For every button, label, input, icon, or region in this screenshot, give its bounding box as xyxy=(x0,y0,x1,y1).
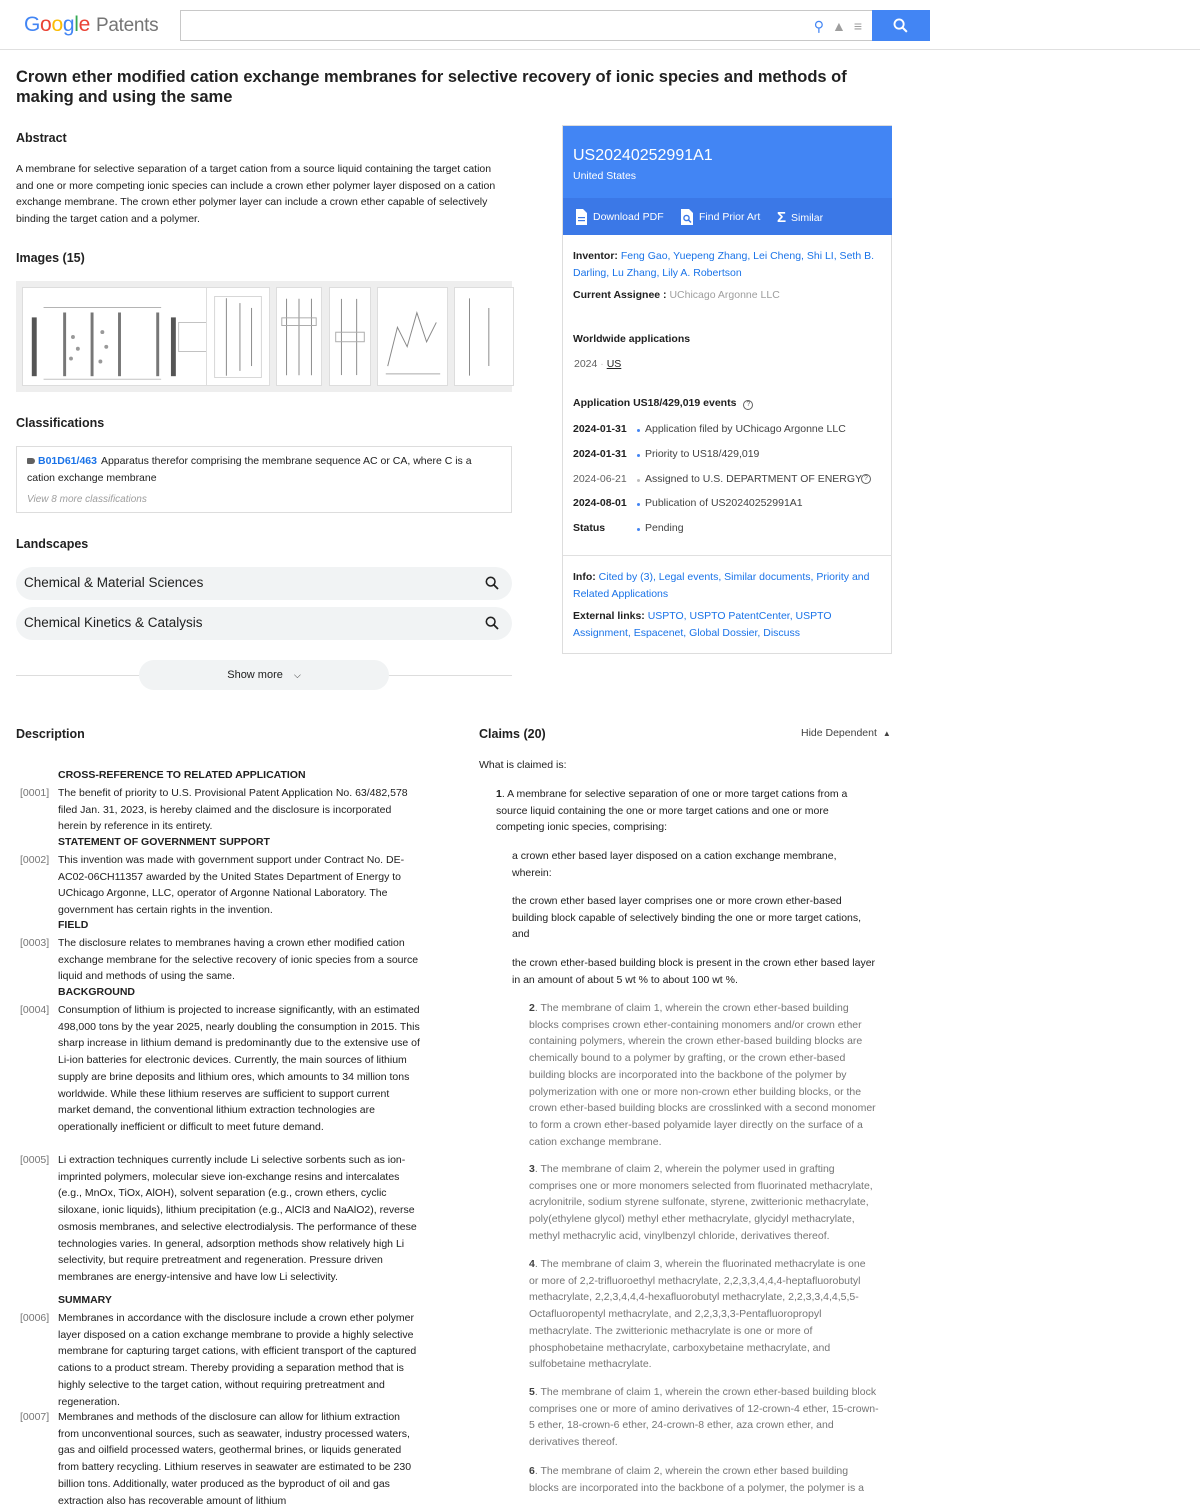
event-date: 2024-08-01 xyxy=(573,497,627,509)
claim-text: The membrane of claim 3, wherein the fluorinated methacrylate is one or more of 2,2-trifluoroethyl methacrylate, 2,2,3,3,4,4,4-heptafluorobutyl methacrylate, 2,2,3,4,4,4-hexafluorobutyl methacrylate, 2,2,3,3,4,4,5,5-Octafluoropentyl methacrylate, and 2,2,3,3,3-Pentafluoropropyl methacrylate. The zwitterionic methacrylate is one or more of phosphobetaine methacrylate, carboxybetaine methacrylate, and sulfobetaine methacrylate. xyxy=(529,1258,866,1371)
country: United States xyxy=(573,170,637,182)
events-heading xyxy=(573,395,883,412)
paragraph-number: [0007] xyxy=(20,1411,50,1423)
info-label: Info: xyxy=(573,571,596,583)
patent-image-thumbnail[interactable] xyxy=(329,287,371,386)
paragraph-number: [0001] xyxy=(20,787,50,799)
hide-dependent-toggle[interactable] xyxy=(801,727,891,739)
claim-1-element: a crown ether based layer disposed on a cation exchange membrane, wherein: xyxy=(512,850,837,879)
paragraph-text: The benefit of priority to U.S. Provisional Patent Application No. 63/482,578 filed Jan. 31, 2023, is hereby claimed and the disclosure is incorporated herein by reference in its entirety. xyxy=(58,787,408,833)
inventor-links[interactable]: Feng Gao, Yuepeng Zhang, Lei Cheng, Shi LI, Seth B. Darling, Lu Zhang, Lily A. Robertson xyxy=(573,250,874,279)
landscape-label: Chemical & Material Sciences xyxy=(24,575,204,590)
patent-image-thumbnail[interactable] xyxy=(377,287,448,386)
paragraph-text: Membranes in accordance with the disclosure include a crown ether polymer layer disposed on a cation exchange membrane to provide a highly selective membrane for capturing target cations, with efficient transport of the captured cations to a product stream. Thereby providing a separation method that is highly selective to the target cation, without requiring pretreatment and regeneration. xyxy=(58,1312,417,1408)
worldwide-applications-label xyxy=(573,331,883,348)
section-heading: CROSS-REFERENCE TO RELATED APPLICATION xyxy=(58,769,306,781)
assignee-label: Current Assignee : xyxy=(573,289,667,301)
publication-number: US20240252991A1 xyxy=(573,147,713,164)
dependent-claim: 5. The membrane of claim 1, wherein the crown ether-based building block comprises one or more of amino derivatives of 12-crown-4 ether, 15-crown-5 ether, 18-crown-6 ether, 24-crown-8 ether, aza crown ether, and derivatives thereof. xyxy=(529,1386,879,1449)
section-heading: FIELD xyxy=(58,919,89,931)
assignee-value: UChicago Argonne LLC xyxy=(669,289,780,301)
section-heading: SUMMARY xyxy=(58,1294,112,1306)
scholar-icon[interactable]: ▲ xyxy=(831,18,846,34)
find-prior-art-button[interactable] xyxy=(680,209,760,225)
card-header xyxy=(563,126,892,198)
patent-image-thumbnail[interactable] xyxy=(454,287,514,386)
patent-image-thumbnail[interactable] xyxy=(22,287,217,386)
show-more-button[interactable] xyxy=(139,660,389,690)
claim-number: 5 xyxy=(529,1386,535,1398)
inventor-label: Inventor: xyxy=(573,250,618,262)
claim-1-element: the crown ether-based building block is present in the crown ether based layer in an amount of about 5 wt % to about 100 wt %. xyxy=(512,957,876,986)
event-date: 2024-06-21 xyxy=(573,473,627,485)
paragraph-text: This invention was made with government support under Contract No. DE-AC02-06CH11357 awarded by the United States Department of Energy to UChicago Argonne, LLC, operator of Argonne National Laboratory. The government has certain rights in the invention. xyxy=(58,854,405,917)
patent-image-thumbnail[interactable] xyxy=(206,287,270,386)
logo-patents-text: Patents xyxy=(95,15,159,36)
claim-1-element: the crown ether based layer comprises one or more crown ether-based building block capable of selectively binding the one or more target cations, and xyxy=(512,895,862,941)
event-row xyxy=(573,497,883,513)
paragraph-number: [0005] xyxy=(20,1154,50,1166)
paragraph-number: [0006] xyxy=(20,1312,50,1324)
landscapes-heading: Landscapes xyxy=(16,537,89,551)
section-heading: STATEMENT OF GOVERNMENT SUPPORT xyxy=(58,836,270,848)
landscape-item[interactable] xyxy=(16,607,512,640)
dependent-claim: 4. The membrane of claim 3, wherein the fluorinated methacrylate is one or more of 2,2-trifluoroethyl methacrylate, 2,2,3,3,4,4,4-heptafluorobutyl methacrylate, 2,2,3,4,4,4-hexafluorobutyl methacrylate, 2,2,3,3,4,4,5,5-Octafluoropentyl methacrylate, and 2,2,3,3,3-Pentafluoropropyl methacrylate. The zwitterionic methacrylate is one or more of phosphobetaine methacrylate, carboxybetaine methacrylate, and sulfobetaine methacrylate. xyxy=(529,1258,866,1371)
event-date: 2024-01-31 xyxy=(573,448,627,460)
divider xyxy=(563,555,892,556)
event-text: Assigned to U.S. DEPARTMENT OF ENERGY xyxy=(645,473,863,485)
description-heading: Description xyxy=(16,727,85,741)
patent-info-card xyxy=(562,125,892,654)
help-icon[interactable]: ? xyxy=(861,474,871,484)
top-bar xyxy=(0,0,1200,50)
abstract-heading: Abstract xyxy=(16,131,67,145)
hide-dependent-label: Hide Dependent xyxy=(801,727,877,739)
download-pdf-button[interactable] xyxy=(575,209,664,225)
show-more-label: Show more xyxy=(227,669,283,681)
external-links-label: External links: xyxy=(573,610,645,622)
event-row xyxy=(573,473,883,489)
claim-number: 3 xyxy=(529,1163,535,1175)
search-input[interactable] xyxy=(180,10,872,41)
classifications-box xyxy=(16,446,512,513)
claim-text: The membrane of claim 2, wherein the polymer used in grafting comprises one or more monomers selected from fluorinated methacrylate, acrylonitrile, sodium styrene sulfonate, styrene, zwitterionic methacrylate, poly(ethylene glycol) methyl ether methacrylate, glycidyl methacrylate, methyl methacrylic acid, vinylbenzyl chloride, derivatives thereof. xyxy=(529,1163,873,1242)
paragraph-text: Li extraction techniques currently include Li selective sorbents such as ion-imprinted polymers, molecular sieve ion-exchange resins and intercalates (e.g., MnOx, TiOx, AlOH), solvent separation (e.g., crown ethers, cyclic siloxane, ionic liquids), lithium precipitation (e.g., AlCl3 and NaAlO2), reverse osmosis membranes, and selective electrodialysis. The performance of these technologies varies. In general, adsorption methods show relatively high Li selectivity, but require pretreatment and regeneration. Pressure driven membranes are energy-intensive and have low Li selectivity. xyxy=(58,1154,417,1283)
lightbulb-icon[interactable]: ⚲ xyxy=(813,18,824,34)
event-text: Publication of US20240252991A1 xyxy=(645,497,803,509)
paragraph-text: Membranes and methods of the disclosure can allow for lithium extraction from unconventional sources, such as seawater, industry processed waters, gas and oilfield processed waters, geothermal brines, or liquids generated from battery recycling. Lithium reserves in seawater are estimated to be 230 billion tons. Additionally, water produced as the byproduct of oil and gas extraction also has recoverable amount of lithium xyxy=(58,1411,412,1507)
claim-1: 1. A membrane for selective separation of one or more target cations from a source liquid containing the one or more target cations and one or more competing ionic species, comprising: xyxy=(496,788,848,834)
figure-chart-icon xyxy=(277,288,321,385)
page-title: Crown ether modified cation exchange membranes for selective recovery of ionic species and methods of making and using the same xyxy=(16,68,847,106)
event-text: Priority to US18/429,019 xyxy=(645,448,760,460)
images-heading: Images (15) xyxy=(16,251,85,265)
paragraph-text: The disclosure relates to membranes having a crown ether modified cation exchange membrane for the selective recovery of ionic species from a source liquid and methods of using the same. xyxy=(58,937,419,983)
search-icon[interactable] xyxy=(484,615,500,631)
chevron-up-icon: ▲ xyxy=(882,729,891,738)
worldwide-applications: 2024 · US xyxy=(574,358,622,370)
claim-text: The membrane of claim 2, wherein the crown ether based building blocks are incorporated into the backbone of a polymer, the polymer is a xyxy=(529,1465,865,1494)
paragraph-text: Consumption of lithium is projected to increase significantly, with an estimated 498,000 tons by the year 2025, nearly doubling the consumption in 2015. This sharp increase in lithium demand is predominantly due to the extensive use of Li-ion batteries for electronic devices. Currently, the main sources of lithium supply are brine deposits and lithium ores, which amounts to 34 million tons worldwide. While these lithium reserves are sufficient to support current market demand, the conventional lithium extraction technologies are operationally inefficient or difficult to meet future demand. xyxy=(58,1004,420,1133)
classification-tag-icon xyxy=(27,458,35,464)
figure-chart-icon xyxy=(330,288,370,385)
figure-chart-icon xyxy=(207,288,269,385)
event-row xyxy=(573,423,883,439)
download-pdf-label: Download PDF xyxy=(593,211,664,223)
find-prior-art-label: Find Prior Art xyxy=(699,211,761,223)
worldwide-label-text: Worldwide applications xyxy=(573,333,691,345)
dependent-claim: 3. The membrane of claim 2, wherein the polymer used in grafting comprises one or more monomers selected from fluorinated methacrylate, acrylonitrile, sodium styrene sulfonate, styrene, zwitterionic methacrylate, poly(ethylene glycol) methyl ether methacrylate, glycidyl methacrylate, methyl methacrylic acid, vinylbenzyl chloride, derivatives thereof. xyxy=(529,1163,873,1242)
paragraph-number: [0003] xyxy=(20,937,50,949)
abstract-text: A membrane for selective separation of a target cation from a source liquid containing the target cation and one or more competing ionic species can include a crown ether polymer layer disposed on a cation exchange membrane. The crown ether polymer layer can include a crown ether capable of selectively binding the target cation and a polymer. xyxy=(16,163,496,225)
section-heading: BACKGROUND xyxy=(58,986,135,998)
find-document-icon xyxy=(680,209,694,225)
google-patents-logo[interactable]: Google Patents xyxy=(24,13,159,36)
landscape-item[interactable] xyxy=(16,567,512,600)
external-link-list[interactable]: USPTO, USPTO PatentCenter, USPTO Assignment, Espacenet, Global Dossier, Discuss xyxy=(573,610,832,639)
help-icon[interactable]: ? xyxy=(743,400,753,410)
inventors xyxy=(573,248,883,281)
event-row xyxy=(573,448,883,464)
landscape-label: Chemical Kinetics & Catalysis xyxy=(24,615,203,630)
events-label: Application US18/429,019 events xyxy=(573,397,737,409)
dependent-claim: 2. The membrane of claim 1, wherein the crown ether-based building blocks comprises crown ether-containing monomers and/or crown ether containing polymers, wherein the crown ether-based building blocks are chemically bound to a polymer by grafting, or the crown ether-based building blocks are incorporated into the backbone of the polymer by polymerization with one or more non-crown ether building blocks, or the crown ether-based building blocks are crosslinked with a second monomer to form a crown ether-based polyamide layer directly on the surface of a cation exchange membrane. xyxy=(529,1002,876,1148)
event-text: Application filed by UChicago Argonne LLC xyxy=(645,423,846,435)
worldwide-country-link[interactable]: US xyxy=(606,358,622,370)
status-row xyxy=(573,522,883,538)
dependent-claim: 6. The membrane of claim 2, wherein the crown ether based building blocks are incorporated into the backbone of a polymer, the polymer is a xyxy=(529,1465,865,1494)
classification-code-link[interactable]: B01D61/463 xyxy=(38,455,97,467)
status-value: Pending xyxy=(645,522,684,534)
status-label: Status xyxy=(573,522,606,534)
claim-number: 2 xyxy=(529,1002,535,1014)
chevron-down-icon: ⌵ xyxy=(293,670,301,680)
figure-diagram-icon xyxy=(23,288,216,385)
claim-number: 4 xyxy=(529,1258,535,1270)
worldwide-year: 2024 xyxy=(574,358,598,370)
pdf-icon xyxy=(575,209,588,225)
info-links xyxy=(573,569,883,602)
claim-text: A membrane for selective separation of one or more target cations from a source liquid containing the one or more target cations and one or more competing ionic species, comprising: xyxy=(496,788,848,834)
claim-number: 1 xyxy=(496,788,502,800)
figure-chart-icon xyxy=(378,288,447,385)
claim-text: The membrane of claim 1, wherein the crown ether-based building block comprises one or more of amino derivatives of 12-crown-4 ether, 15-crown-5 ether, 18-crown-6 ether, 24-crown-8 ether, aza crown ether, and derivatives thereof. xyxy=(529,1386,879,1449)
paragraph-number: [0002] xyxy=(20,854,50,866)
search-icon[interactable] xyxy=(484,575,500,591)
card-actions xyxy=(563,198,892,235)
similar-button[interactable] xyxy=(777,209,823,226)
search-icon xyxy=(892,17,909,34)
claims-heading: Claims (20) xyxy=(479,727,546,741)
search-options-icon[interactable]: ≡ xyxy=(853,18,862,34)
info-link-list[interactable]: Cited by (3), Legal events, Similar documents, Priority and Related Applications xyxy=(573,571,870,600)
search-button[interactable] xyxy=(872,10,930,41)
figure-chart-icon xyxy=(455,288,513,385)
view-more-classifications-link[interactable]: View 8 more classifications xyxy=(27,494,147,505)
sigma-icon: Σ xyxy=(777,209,787,226)
external-links xyxy=(573,608,883,641)
event-date: 2024-01-31 xyxy=(573,423,627,435)
images-carousel[interactable] xyxy=(16,281,512,392)
patent-image-thumbnail[interactable] xyxy=(276,287,322,386)
classifications-heading: Classifications xyxy=(16,416,105,430)
claim-text: The membrane of claim 1, wherein the crown ether-based building blocks comprises crown ether-containing monomers and/or crown ether containing polymers, wherein the crown ether-based building blocks are chemically bound to a polymer by grafting, or the crown ether-based building blocks are incorporated into the backbone of the polymer by polymerization with one or more non-crown ether building blocks, or the crown ether-based building blocks are crosslinked with a second monomer to form a crown ether-based polyamide layer directly on the surface of a cation exchange membrane. xyxy=(529,1002,876,1148)
classification-description: Apparatus therefor comprising the membrane sequence AC or CA, where C is a cation exchange membrane xyxy=(27,455,472,484)
similar-label: Similar xyxy=(791,211,824,224)
claims-intro: What is claimed is: xyxy=(479,759,567,771)
claim-number: 6 xyxy=(529,1465,535,1477)
assignee xyxy=(573,287,883,304)
paragraph-number: [0004] xyxy=(20,1004,50,1016)
